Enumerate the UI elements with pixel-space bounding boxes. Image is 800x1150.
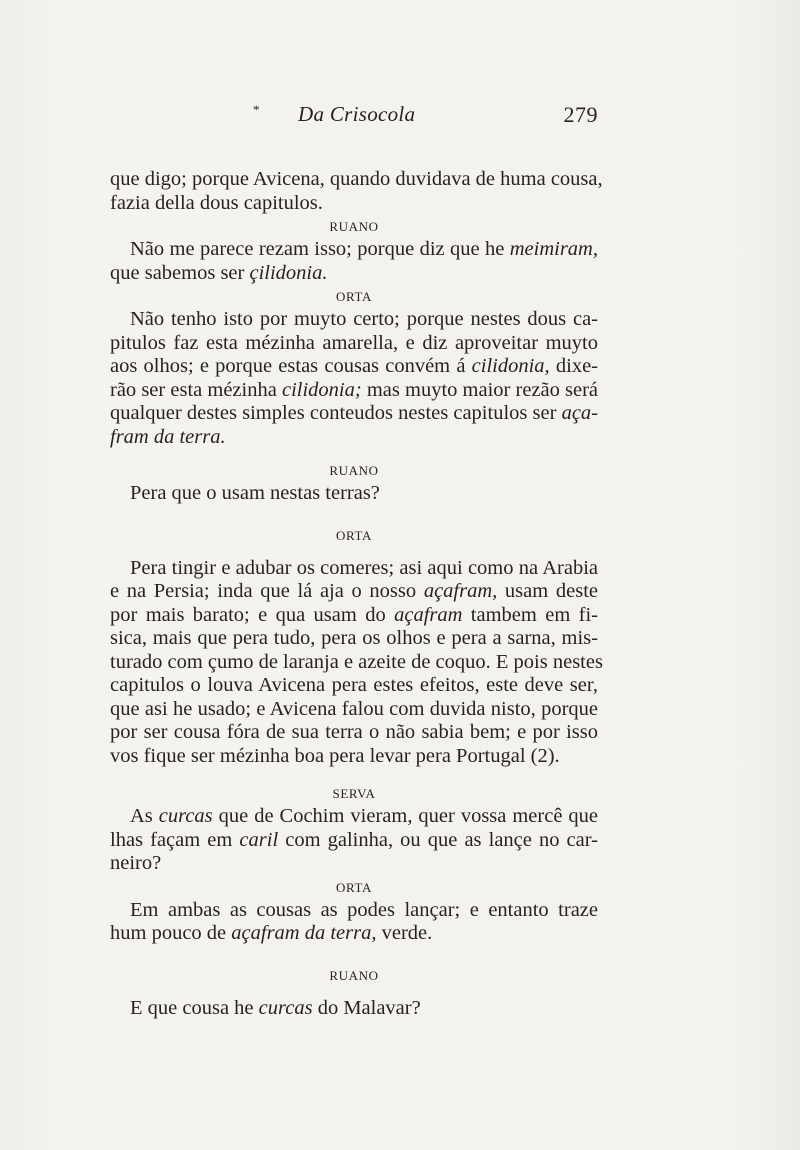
text-line: e na Persia; inda que lá aja o nosso açafram, usam deste <box>110 580 598 602</box>
header-mark: * <box>253 102 260 117</box>
text-line: que asi he usado; e Avicena falou com duvida nisto, porque <box>110 697 598 720</box>
text-line: fram da terra. <box>110 425 226 448</box>
text-line: neiro? <box>110 852 162 874</box>
text-line: Pera que o usam nestas terras? <box>130 482 380 504</box>
speaker-label: RUANO <box>329 219 379 234</box>
page-body <box>110 168 603 1020</box>
text-line: que digo; porque Avicena, quando duvidava de huma cousa, <box>110 168 603 190</box>
text-line: vos fique ser mézinha boa pera levar pera Portugal (2). <box>110 744 560 767</box>
chapter-title: Da Crisocola <box>298 102 416 126</box>
speaker-label: RUANO <box>329 967 379 983</box>
text-line: Em ambas as cousas as podes lançar; e entanto traze <box>130 898 598 921</box>
text-line: turado com çumo de laranja e azeite de coquo. E pois nestes <box>110 650 603 673</box>
speaker-label: ORTA <box>336 879 372 895</box>
text-line: Pera tingir e adubar os comeres; asi aqui como na Arabia <box>130 556 598 579</box>
text-line: aos olhos; e porque estas cousas convém á cilidonia, dixe- <box>110 355 599 377</box>
running-head <box>110 100 598 130</box>
text-line: pitulos faz esta mézinha amarella, e diz aproveitar muyto <box>110 331 598 354</box>
speaker-label: ORTA <box>336 527 372 543</box>
text-line: que sabemos ser çilidonia. <box>110 261 328 284</box>
text-line: As curcas que de Cochim vieram, quer vossa mercê que <box>130 805 598 827</box>
text-line <box>110 238 598 262</box>
text-line: qualquer destes simples conteudos nestes capitulos ser aça- <box>110 402 598 424</box>
text-line: por mais barato; e qua usam do açafram tambem em fi- <box>110 603 598 626</box>
text-line: hum pouco de açafram da terra, verde. <box>110 922 433 944</box>
text-line: fazia della dous capitulos. <box>110 191 323 214</box>
speaker-label: RUANO <box>329 463 379 478</box>
text-line: capitulos o louva Avicena pera estes efeitos, este deve ser, <box>110 674 598 696</box>
text-line: sica, mais que pera tudo, pera os olhos e pera a sarna, mis- <box>110 627 598 649</box>
text-line: por ser cousa fóra de sua terra o não sabia bem; e por isso <box>110 721 598 743</box>
text-line: E que cousa he curcas do Malavar? <box>130 996 421 1019</box>
page-number: 279 <box>563 102 598 127</box>
speaker-label: ORTA <box>336 289 372 304</box>
text-line: Não tenho isto por muyto certo; porque nestes dous ca- <box>130 308 598 330</box>
speaker-label: SERVA <box>332 786 376 801</box>
text-line: lhas façam em caril com galinha, ou que as lançe no car- <box>110 828 598 851</box>
text-line-content: Não me parece rezam isso; porque diz que he meimiram, <box>130 238 598 260</box>
text-line: rão ser esta mézinha cilidonia; mas muyto maior rezão será <box>110 378 599 401</box>
